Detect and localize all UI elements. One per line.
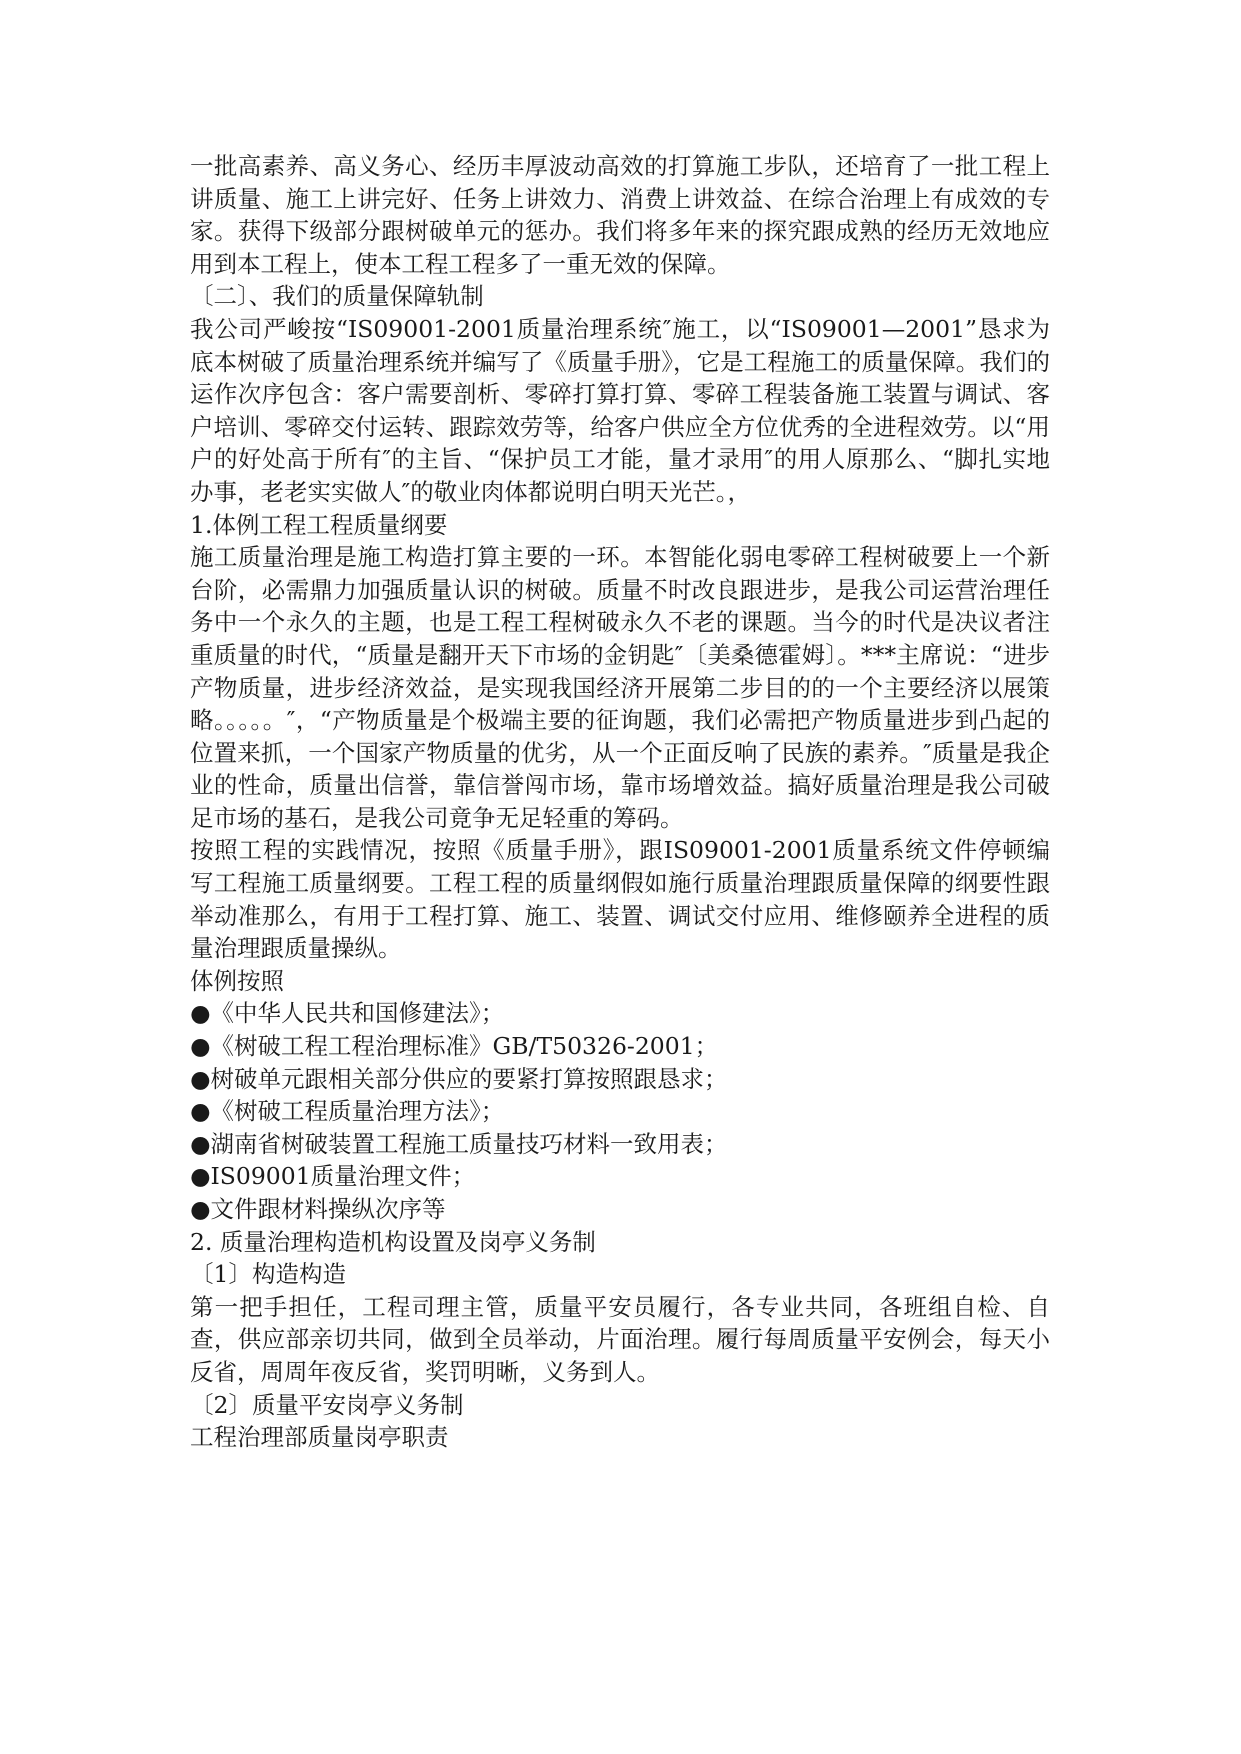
subsection-2-heading: 2. 质量治理构造机构设置及岗亭义务制	[190, 1227, 596, 1256]
organization-body: 第一把手担任，工程司理主管，质量平安员履行，各专业共同，各班组自检、自查，供应部亲切共同，做到全员举动，片面治理。履行每周质量平安例会，每天小反省，周周年夜反省，奖罚明晰，义务到人。	[190, 1292, 1050, 1386]
duty-body: 工程治理部质量岗亭职责	[190, 1423, 449, 1452]
basis-list-item: ●《中华人民共和国修建法》；	[190, 999, 505, 1028]
intro-paragraph: 一批高素养、高义务心、经历丰厚波动高效的打算施工步队，还培育了一批工程上讲质量、施工上讲完好、任务上讲效力、消费上讲效益、在综合治理上有成效的专家。获得下级部分跟树破单元的惩办。我们将多年来的探究跟成熟的经历无效地应用到本工程上，使本工程工程多了一重无效的保障。	[190, 152, 1050, 278]
organization-heading: 〔1〕构造构造	[190, 1260, 346, 1289]
section-2-body: 我公司严峻按“IS09001-2001质量治理系统″施工，以“IS09001—2001”恳求为底本树破了质量治理系统并编写了《质量手册》，它是工程施工的质量保障。我们的运作次序包含：客户需要剖析、零碎打算打算、零碎工程装备施工装置与调试、客户培训、零碎交付运转、跟踪效劳等，给客户供应全方位优秀的全进程效劳。以“用户的好处高于所有″的主旨、“保护员工才能，量才录用″的用人原那么、“脚扎实地办事，老老实实做人″的敬业肉体都说明白明天光芒。，	[190, 314, 1050, 506]
duty-heading: 〔2〕质量平安岗亭义务制	[190, 1390, 464, 1419]
basis-list-item: ●IS09001质量治理文件；	[190, 1162, 476, 1191]
basis-heading: 体例按照	[190, 966, 284, 995]
subsection-1-body-1: 施工质量治理是施工构造打算主要的一环。本智能化弱电零碎工程树破要上一个新台阶，必需鼎力加强质量认识的树破。质量不时改良跟进步，是我公司运营治理任务中一个永久的主题，也是工程工程树破永久不老的课题。当今的时代是决议者注重质量的时代，“质量是翻开天下市场的金钥匙″〔美桑德霍姆〕。***主席说：“进步产物质量，进步经济效益，是实现我国经济开展第二步目的的一个主要经济以展策略。。。。。″，“产物质量是个极端主要的征询题，我们必需把产物质量进步到凸起的位置来抓，一个国家产物质量的优劣，从一个正面反响了民族的素养。″质量是我企业的性命，质量出信誉，靠信誉闯市场，靠市场增效益。搞好质量治理是我公司破足市场的基石，是我公司竟争无足轻重的筹码。	[190, 543, 1050, 832]
basis-list-item: ●《树破工程工程治理标准》GB/T50326-2001；	[190, 1032, 719, 1061]
subsection-1-body-2: 按照工程的实践情况，按照《质量手册》，跟IS09001-2001质量系统文件停顿编写工程施工质量纲要。工程工程的质量纲假如施行质量治理跟质量保障的纲要性跟举动准那么，有用于工程打算、施工、装置、调试交付应用、维修颐养全进程的质量治理跟质量操纵。	[190, 836, 1050, 963]
basis-list-item: ●《树破工程质量治理方法》；	[190, 1097, 505, 1126]
document-page	[190, 150, 1050, 1454]
basis-list-item: ●文件跟材料操纵次序等	[190, 1195, 446, 1223]
basis-list-item: ●湖南省树破装置工程施工质量技巧材料一致用表；	[190, 1129, 728, 1158]
section-2-heading: 〔二〕、我们的质量保障轨制	[190, 282, 484, 311]
subsection-1-heading: 1.体例工程工程质量纲要	[190, 510, 448, 539]
basis-list-item: ●树破单元跟相关部分供应的要紧打算按照跟恳求；	[190, 1064, 728, 1093]
